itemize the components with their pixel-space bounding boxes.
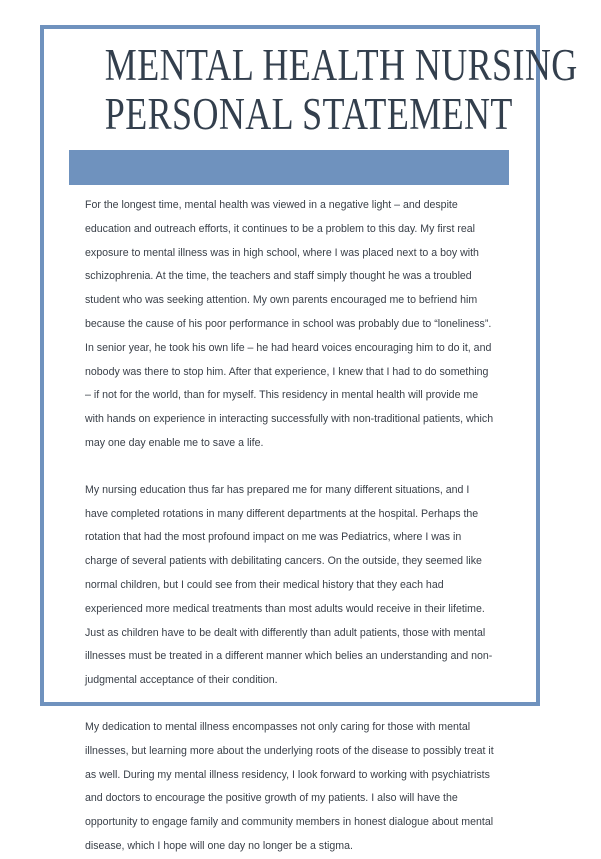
page-content-area (44, 29, 578, 852)
title-accent-bar (69, 150, 509, 185)
statement-paragraph: For the longest time, mental health was viewed in a negative light – and despite education and outreach efforts, it continues to be a problem to this day. My first real exposure to mental illness was in high school, where I was placed next to a boy with schizophrenia. At the time, the teachers and staff simply thought he was a troubled student who was seeking attention. My own parents encouraged me to befriend him because the cause of his poor performance in school was probably due to “loneliness”. In senior year, he took his own life – he had heard voices encouraging him to do it, and nobody was there to stop him. After that experience, I knew that I had to do something – if not for the world, than for myself. This residency in mental health will provide me with hands on experience in interacting successfully with non-traditional patients, which may one day enable me to save a life. (85, 199, 494, 449)
page-title-line-2: PERSONAL STATEMENT (104, 89, 513, 139)
page-border-frame (40, 25, 578, 852)
statement-paragraph: My nursing education thus far has prepared me for many different situations, and I have completed rotations in many different departments at the hospital. Perhaps the rotation that had the most profound impact on me was Pediatrics, where I was in charge of several patients with debilitating cancers. On the outside, they seemed like normal children, but I could see from their medical history that they each had experienced more medical treatments than most adults would receive in their lifetime. Just as children have to be dealt with differently than adult patients, those with mental illnesses must be treated in a different manner which belies an understanding and non-judgmental acceptance of their condition. (85, 483, 493, 687)
statement-body (85, 194, 495, 859)
page-title (58, 40, 578, 139)
page-title-line-1: MENTAL HEALTH NURSING (104, 40, 578, 90)
statement-paragraph: My dedication to mental illness encompasses not only caring for those with mental illnesses, but learning more about the underlying roots of the disease to possibly treat it as well. During my mental illness residency, I look forward to working with psychiatrists and doctors to encourage the positive growth of my patients. I also will have the opportunity to engage family and community members in honest dialogue about mental disease, which I hope will one day no longer be a stigma. (85, 720, 494, 852)
